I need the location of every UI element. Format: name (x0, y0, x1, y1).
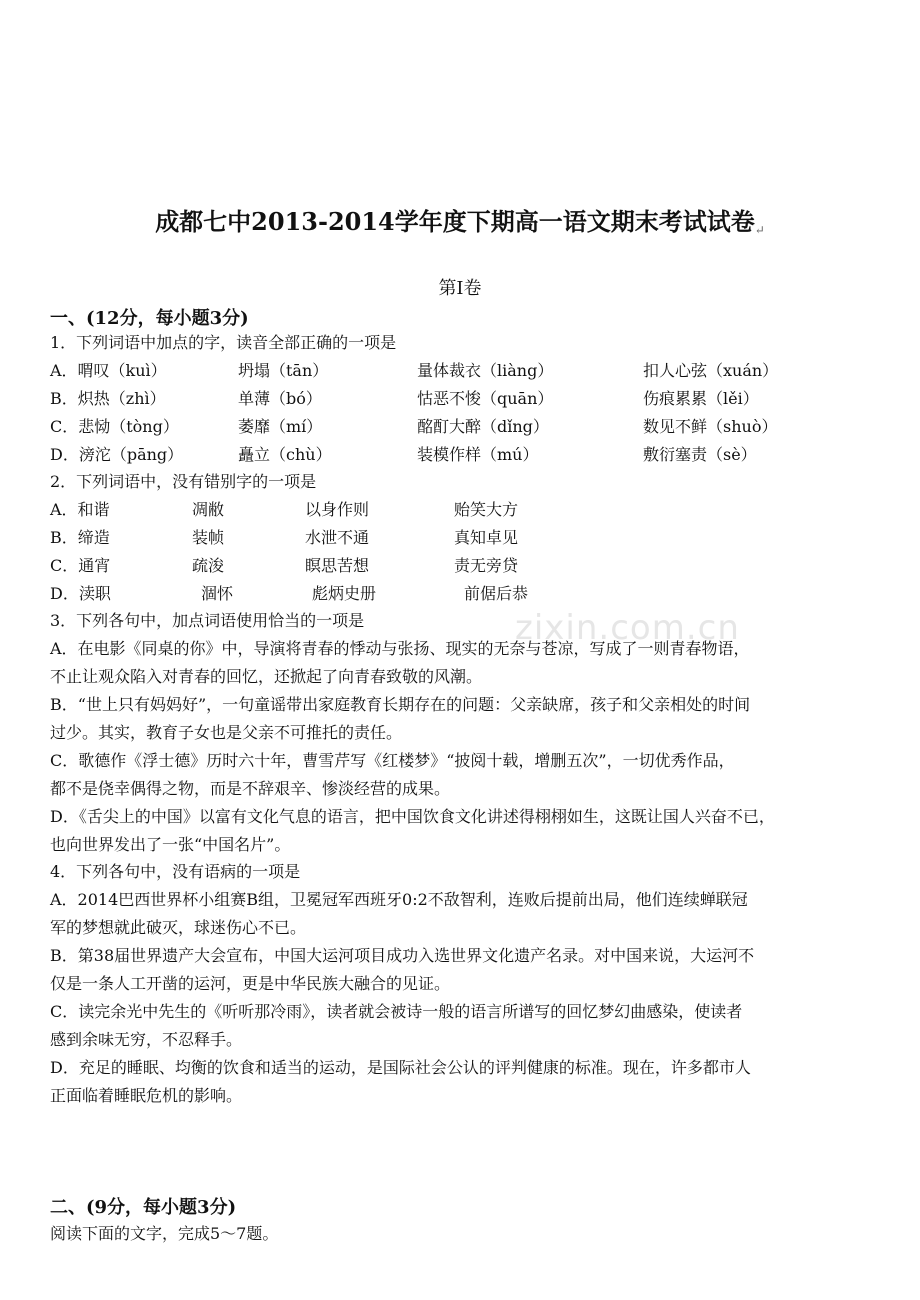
q2-d-1: D．渎职 (50, 584, 111, 603)
q3-option-b (50, 691, 872, 747)
q1-c-1: C．悲恸（tòng） (50, 417, 179, 436)
q3-stem: 3．下列各句中，加点词语使用恰当的一项是 (50, 611, 365, 630)
q1-a-4: 扣人心弦（xuán） (643, 361, 779, 380)
q1-a-2: 坍塌（tān） (238, 361, 329, 380)
section2-heading: 二、(9分，每小题3分) (50, 1197, 237, 1218)
q2-b-4: 真知卓见 (454, 528, 519, 547)
q3-a-line1: A．在电影《同桌的你》中，导演将青春的悸动与张扬、现实的无奈与苍凉，写成了一则青春物语， (50, 639, 750, 658)
q4-d-line1: D．充足的睡眠、均衡的饮食和适当的运动，是国际社会公认的评判健康的标准。现在，许多都市人 (50, 1058, 751, 1077)
q3-c-line1: C．歌德作《浮士德》历时六十年，曹雪芹写《红楼梦》“披阅十载，增删五次”，一切优秀作品， (50, 751, 735, 770)
q4-c-line1: C．读完余光中先生的《听听那冷雨》，读者就会被诗一般的语言所谱写的回忆梦幻曲感染，使读者 (50, 1002, 743, 1021)
q2-stem: 2．下列词语中，没有错别字的一项是 (50, 472, 317, 491)
q3-b-line2: 过少。其实，教育子女也是父亲不可推托的责任。 (50, 723, 403, 742)
q4-option-a (50, 886, 872, 942)
q1-option-d (50, 445, 880, 465)
q2-a-3: 以身作则 (305, 500, 370, 519)
q1-b-4: 伤痕累累（lěi） (643, 389, 759, 408)
q1-a-3: 量体裁衣（liàng） (417, 361, 554, 380)
q1-b-1: B．炽热（zhì） (50, 389, 166, 408)
q2-d-2: 涸怀 (201, 584, 234, 603)
q1-b-2: 单薄（bó） (238, 389, 322, 408)
q2-a-1: A．和谐 (50, 500, 110, 519)
q1-a-1: A．喟叹（kuì） (50, 361, 167, 380)
q2-option-b (50, 528, 880, 548)
q2-c-1: C．通宵 (50, 556, 111, 575)
q2-option-a (50, 500, 880, 520)
exam-title (0, 202, 920, 237)
q2-option-c (50, 556, 880, 576)
exam-title-text: 成都七中2013-2014学年度下期高一语文期末考试试卷 (155, 207, 755, 236)
q2-b-2: 装帧 (192, 528, 225, 547)
q1-stem: 1．下列词语中加点的字，读音全部正确的一项是 (50, 333, 397, 352)
q1-option-a (50, 361, 880, 381)
q2-b-3: 水泄不通 (305, 528, 370, 547)
q3-option-a (50, 635, 872, 691)
q2-c-2: 疏浚 (192, 556, 225, 575)
q1-d-3: 装模作样（mú） (417, 445, 539, 464)
return-mark-icon: ↵ (754, 223, 765, 237)
q2-b-1: B．缔造 (50, 528, 110, 547)
q1-c-2: 萎靡（mí） (238, 417, 323, 436)
q3-c-line2: 都不是侥幸偶得之物，而是不辞艰辛、惨淡经营的成果。 (50, 779, 451, 798)
q3-a-line2: 不止让观众陷入对青春的回忆，还掀起了向青春致敬的风潮。 (50, 667, 483, 686)
q4-c-line2: 感到余味无穷，不忍释手。 (50, 1030, 243, 1049)
q4-b-line1: B．第38届世界遗产大会宣布，中国大运河项目成功入选世界文化遗产名录。对中国来说，大运河不 (50, 946, 755, 965)
q4-a-line2: 军的梦想就此破灭，球迷伤心不已。 (50, 918, 307, 937)
q3-b-line1: B．“世上只有妈妈好”，一句童谣带出家庭教育长期存在的问题：父亲缺席，孩子和父亲相处的时间 (50, 695, 751, 714)
q3-option-c (50, 747, 872, 803)
q1-c-4: 数见不鲜（shuò） (643, 417, 778, 436)
q2-d-3: 彪炳史册 (312, 584, 377, 603)
volume-label: 第Ⅰ卷 (438, 278, 482, 299)
section1-heading: 一、(12分，每小题3分) (50, 308, 249, 329)
q1-c-3: 酩酊大醉（dǐng） (417, 417, 549, 436)
q1-option-c (50, 417, 880, 437)
q1-d-2: 矗立（chù） (238, 445, 332, 464)
q3-d-line1: D．《舌尖上的中国》以富有文化气息的语言，把中国饮食文化讲述得栩栩如生，这既让国人兴奋不已， (50, 807, 775, 826)
q4-option-d (50, 1054, 872, 1110)
q4-option-b (50, 942, 872, 998)
q4-a-line1: A．2014巴西世界杯小组赛B组，卫冕冠军西班牙0:2不敌智利，连败后提前出局，他们连续蝉联冠 (50, 890, 748, 909)
q3-option-d (50, 803, 872, 859)
q4-stem: 4．下列各句中，没有语病的一项是 (50, 862, 301, 881)
q4-b-line2: 仅是一条人工开凿的运河，更是中华民族大融合的见证。 (50, 974, 451, 993)
q3-d-line2: 也向世界发出了一张“中国名片”。 (50, 835, 291, 854)
q2-d-4: 前倨后恭 (464, 584, 529, 603)
q2-a-2: 凋敝 (192, 500, 225, 519)
q2-a-4: 贻笑大方 (454, 500, 519, 519)
q2-c-3: 瞑思苦想 (305, 556, 370, 575)
q4-d-line2: 正面临着睡眠危机的影响。 (50, 1086, 243, 1105)
watermark: zixin.com.cn (515, 608, 740, 648)
section2-intro: 阅读下面的文字，完成5～7题。 (50, 1224, 279, 1243)
q2-c-4: 责无旁贷 (454, 556, 519, 575)
q4-option-c (50, 998, 872, 1054)
q1-option-b (50, 389, 880, 409)
q2-option-d (50, 584, 880, 604)
q1-b-3: 怙恶不悛（quān） (417, 389, 554, 408)
q1-d-1: D．滂沱（pāng） (50, 445, 184, 464)
q1-d-4: 敷衍塞责（sè） (643, 445, 757, 464)
